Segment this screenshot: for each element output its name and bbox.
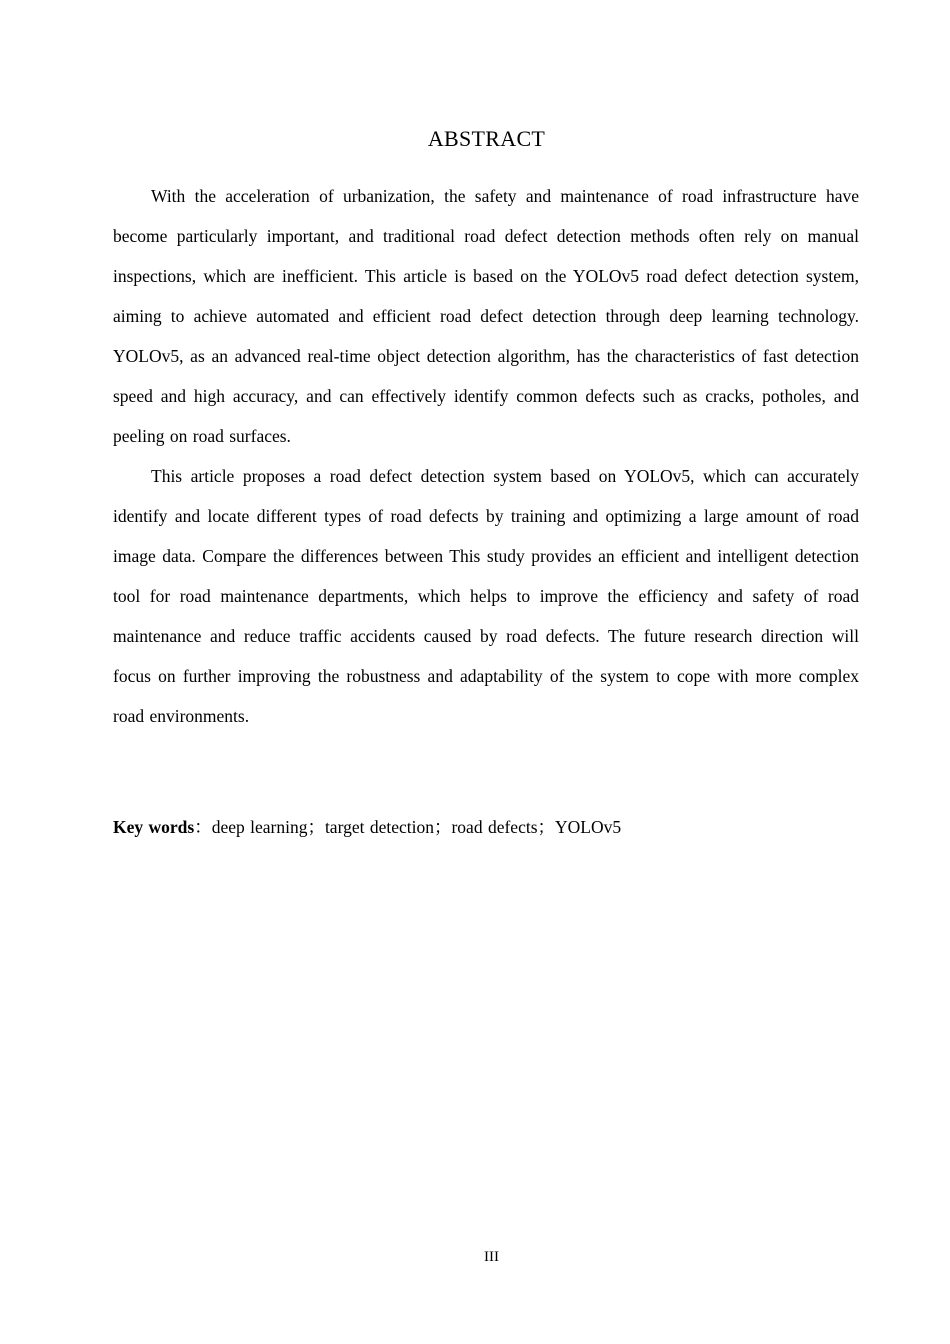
page-number: III [484, 1249, 499, 1265]
keywords-label: Key words [113, 817, 195, 837]
abstract-body [113, 176, 859, 736]
keywords-line [113, 813, 859, 841]
keywords-list: ：deep learning；target detection；road defects；YOLOv5 [194, 817, 622, 837]
abstract-paragraph-1: With the acceleration of urbanization, the safety and maintenance of road infrastructure have become particularly important, and traditional road defect detection methods often rely on manual inspections, which are inefficient. This article is based on the YOLOv5 road defect detection system, aiming to achieve automated and efficient road defect detection through deep learning technology. YOLOv5, as an advanced real-time object detection algorithm, has the characteristics of fast detection speed and high accuracy, and can effectively identify common defects such as cracks, potholes, and peeling on road surfaces. [113, 186, 859, 446]
abstract-title: ABSTRACT [427, 126, 546, 151]
abstract-paragraph-2: This article proposes a road defect detection system based on YOLOv5, which can accurately identify and locate different types of road defects by training and optimizing a large amount of road image data. Compare the differences between This study provides an efficient and intelligent detection tool for road maintenance departments, which helps to improve the efficiency and safety of road maintenance and reduce traffic accidents caused by road defects. The future research direction will focus on further improving the robustness and adaptability of the system to cope with more complex road environments. [113, 466, 859, 726]
